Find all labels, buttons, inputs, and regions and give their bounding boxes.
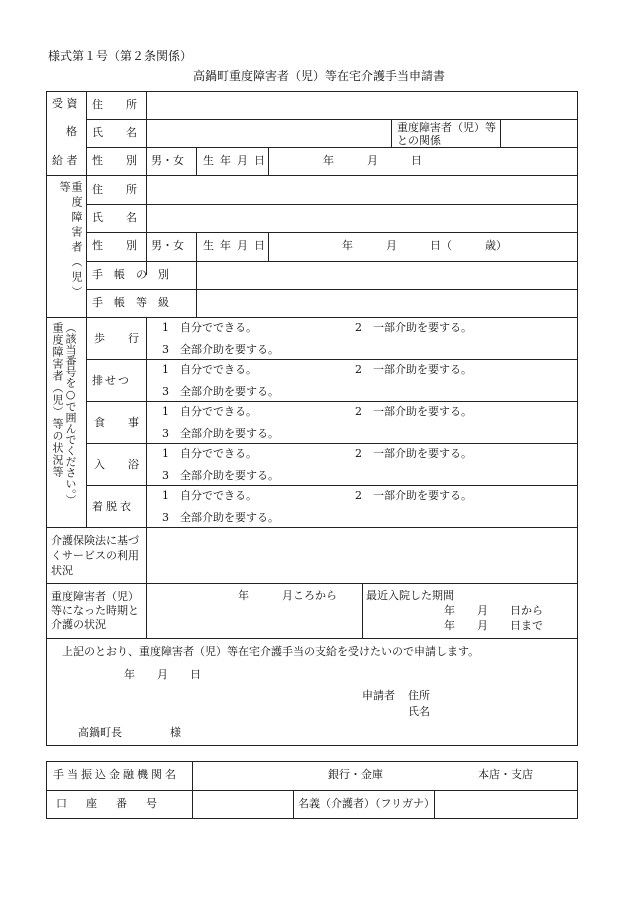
disabled-sex-value: 男・女 <box>151 239 184 252</box>
recipient-sex-label: 性 別 <box>92 154 143 167</box>
declaration-text: 上記のとおり、重度障害者（児）等在宅介護手当の支給を受けたいので申請します。 <box>62 645 480 658</box>
applicant-name-label: 氏名 <box>408 705 430 718</box>
dressing-opt1: 1 自分でできる。 <box>162 489 257 502</box>
excretion-opt2: 2 一部介助を要する。 <box>355 363 472 376</box>
recipient-label-1: 受 資 <box>52 97 78 110</box>
notebook-grade-label: 手 帳 等 級 <box>92 296 169 309</box>
recipient-label-2: 格 <box>66 125 77 138</box>
care-insurance-label: 介護保険法に基づくサービスの利用状況 <box>51 534 139 577</box>
applicant-label: 申請者 <box>362 689 395 702</box>
bank-type: 銀行・金庫 <box>328 768 383 781</box>
bath-opt3: 3 全部介助を要する。 <box>162 469 279 482</box>
status-label: 重度障害者（児）等の状況等 <box>51 322 64 478</box>
bath-opt2: 2 一部介助を要する。 <box>355 447 472 460</box>
disabled-name-label: 氏 名 <box>92 211 143 224</box>
account-holder-label: 名義（介護者）（フリガナ） <box>298 797 435 810</box>
bath-opt1: 1 自分でできる。 <box>162 447 257 460</box>
disabled-address-label: 住 所 <box>92 183 143 196</box>
hospital-to: 年 月 日まで <box>444 619 543 632</box>
status-item-walking: 歩 行 <box>94 332 145 345</box>
recipient-birth-date: 年 月 日 <box>323 154 422 167</box>
period-label: 重度障害者（児）等になった時期と介護の状況 <box>51 590 139 631</box>
meal-opt2: 2 一部介助を要する。 <box>355 405 472 418</box>
recipient-relation-label: 重度障害者（児）等との関係 <box>397 121 496 147</box>
account-number-label: 口 座 番 号 <box>56 797 161 810</box>
status-item-excretion: 排せつ <box>92 374 131 387</box>
notebook-type-label: 手 帳 の 別 <box>92 268 169 281</box>
recipient-birth-label: 生年月日 <box>203 154 271 167</box>
declaration-date: 年 月 日 <box>124 668 201 681</box>
dressing-opt2: 2 一部介助を要する。 <box>355 489 472 502</box>
disabled-birth-label: 生年月日 <box>203 239 271 252</box>
recipient-sex-value: 男・女 <box>151 154 184 167</box>
walking-opt3: 3 全部介助を要する。 <box>162 343 279 356</box>
status-item-meal: 食 事 <box>94 416 145 429</box>
status-note: （該当番号を○で囲んでください。） <box>64 322 77 506</box>
disabled-label: 重度障害者（児）等 <box>58 181 83 301</box>
mayor-label: 高鍋町長 <box>78 726 122 739</box>
hospital-from: 年 月 日から <box>444 604 543 617</box>
bank-label: 手当振込金融機関名 <box>53 768 179 781</box>
recipient-label-3: 給 者 <box>52 154 78 167</box>
form-number: 様式第１号（第２条関係） <box>48 49 193 63</box>
period-from: 年 月ころから <box>238 589 337 602</box>
mayor-sama: 様 <box>170 726 181 739</box>
walking-opt1: 1 自分でできる。 <box>162 321 257 334</box>
status-item-bath: 入 浴 <box>94 458 145 471</box>
recipient-name-label: 氏 名 <box>92 126 143 139</box>
dressing-opt3: 3 全部介助を要する。 <box>162 511 279 524</box>
disabled-birth-date: 年 月 日（ 歳） <box>342 239 507 252</box>
meal-opt1: 1 自分でできる。 <box>162 405 257 418</box>
applicant-address-label: 住所 <box>408 689 430 702</box>
branch-type: 本店・支店 <box>478 768 533 781</box>
status-item-dressing: 着脱衣 <box>92 500 134 513</box>
page-title: 高鍋町重度障害者（児）等在宅介護手当申請書 <box>193 69 446 83</box>
excretion-opt1: 1 自分でできる。 <box>162 363 257 376</box>
meal-opt3: 3 全部介助を要する。 <box>162 427 279 440</box>
excretion-opt3: 3 全部介助を要する。 <box>162 385 279 398</box>
hospital-label: 最近入院した期間 <box>366 589 454 602</box>
disabled-sex-label: 性 別 <box>92 239 143 252</box>
walking-opt2: 2 一部介助を要する。 <box>355 321 472 334</box>
recipient-address-label: 住 所 <box>92 98 143 111</box>
